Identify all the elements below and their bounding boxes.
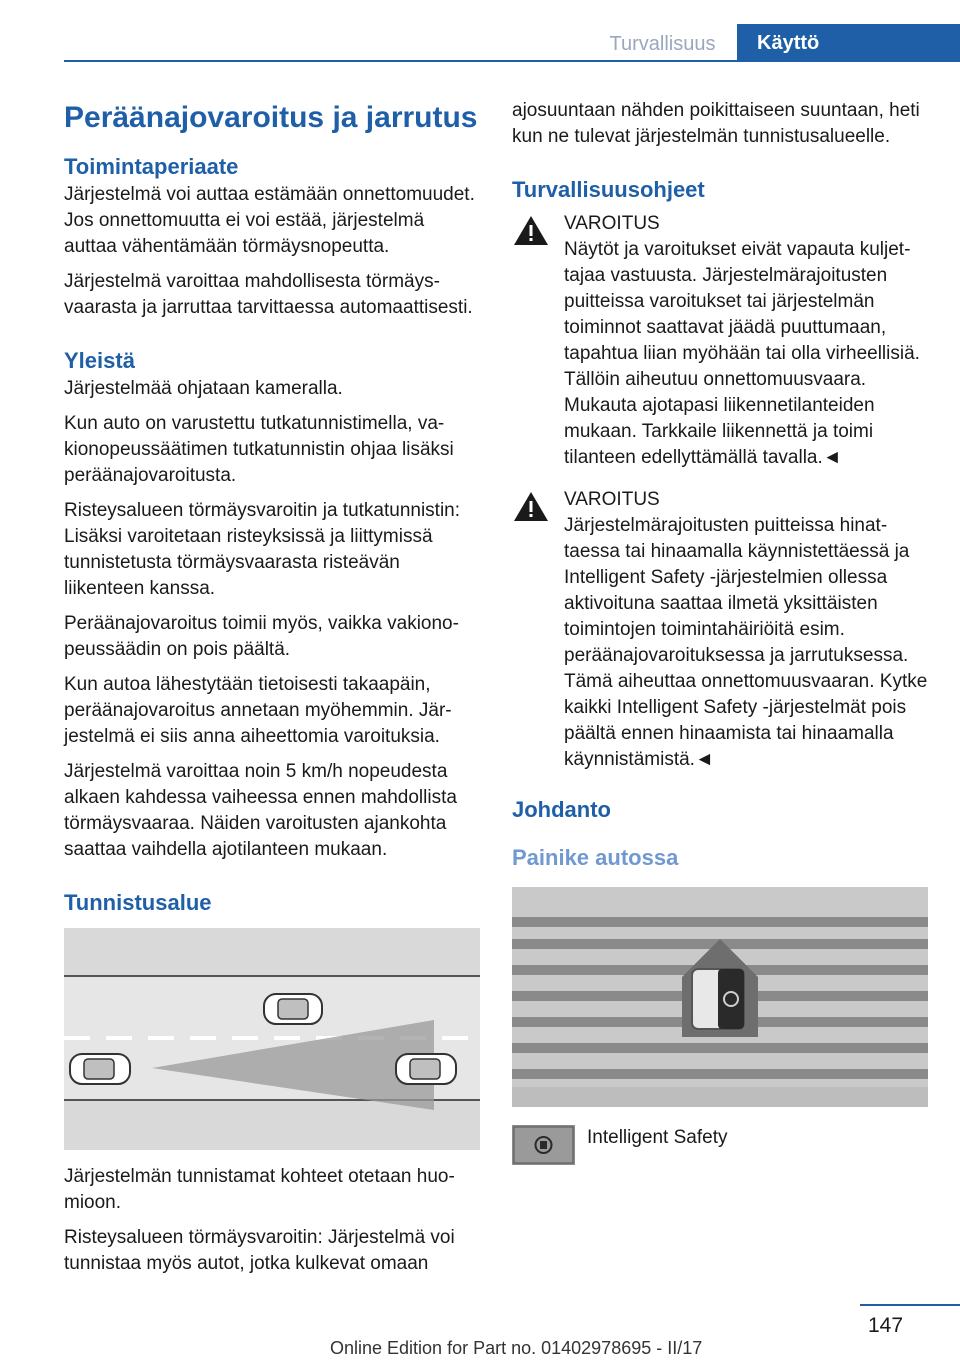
heading-turvallisuusohjeet: Turvallisuusohjeet bbox=[512, 177, 705, 202]
button-location-photo bbox=[512, 887, 928, 1107]
warning-label: VAROITUS bbox=[564, 213, 660, 234]
page-number: 147 bbox=[868, 1314, 904, 1337]
paragraph: Kun auto on varustettu tutkatunnistimella, vakionopeussäätimen tutkatunnistin ohjaa lisäksi peräänajovaroitusta. bbox=[64, 413, 454, 486]
warning-triangle-icon bbox=[512, 213, 550, 247]
paragraph: Järjestelmä voi auttaa estämään onnettomuudet. Jos onnettomuutta ei voi estää, järjestelmä auttaa vähentämään törmäysnopeutta. bbox=[64, 184, 475, 257]
heading-tunnistusalue: Tunnistusalue bbox=[64, 890, 212, 915]
header-section-tab[interactable]: Turvallisuus bbox=[609, 33, 716, 55]
paragraph: Järjestelmän tunnistamat kohteet otetaan huomioon. bbox=[64, 1166, 455, 1213]
paragraph: Järjestelmä varoittaa noin 5 km/h nopeudesta alkaen kahdessa vaiheessa ennen mahdollista törmäysvaaraa. Näiden varoitusten ajankohta saattaa vaihdella ajotilanteen mukaan. bbox=[64, 761, 457, 860]
detection-area-illustration bbox=[64, 928, 480, 1150]
warning-block bbox=[512, 211, 928, 471]
heading-toimintaperiaate: Toimintaperiaate bbox=[64, 154, 239, 179]
button-label: Intelligent Safety bbox=[587, 1127, 728, 1148]
page-number-rule bbox=[860, 1304, 960, 1306]
intelligent-safety-button-icon bbox=[512, 1125, 575, 1165]
header-rule bbox=[64, 60, 960, 62]
right-column bbox=[512, 98, 928, 1165]
button-legend bbox=[512, 1125, 928, 1165]
paragraph: Peräänajovaroitus toimii myös, vaikka vakionopeussäädin on pois päältä. bbox=[64, 613, 459, 660]
car-own bbox=[70, 1054, 130, 1084]
heading-johdanto: Johdanto bbox=[512, 797, 611, 822]
warning-block bbox=[512, 487, 928, 773]
paragraph: Kun autoa lähestytään tietoisesti takaapäin, peräänajovaroitus annetaan myöhemmin. Järjestelmä ei siis anna aiheettomia varoituksia. bbox=[64, 674, 452, 747]
paragraph: Risteysalueen törmäysvaroitin ja tutkatunnistin: Lisäksi varoitetaan risteyksissä ja liittymissä tunnistetusta törmäysvaarasta risteävän liikenteen kanssa. bbox=[64, 500, 461, 599]
paragraph: ajosuuntaan nähden poikittaiseen suuntaan, heti kun ne tulevat järjestelmän tunnistusalueelle. bbox=[512, 100, 920, 147]
heading-yleista: Yleistä bbox=[64, 348, 135, 373]
car-top bbox=[264, 994, 322, 1024]
page-title: Peräänajovaroitus ja jarrutus bbox=[64, 101, 478, 134]
paragraph: Järjestelmää ohjataan kameralla. bbox=[64, 378, 343, 399]
heading-painike-autossa: Painike autossa bbox=[512, 845, 679, 870]
paragraph: Risteysalueen törmäysvaroitin: Järjestelmä voi tunnistaa myös autot, jotka kulkevat omaan bbox=[64, 1227, 455, 1274]
warning-text: Näytöt ja varoitukset eivät vapauta kuljettajaa vastuusta. Järjestelmärajoitusten puitteissa varoitukset tai järjestelmän toiminnot saattavat jäädä puuttumaan, tapahtua liian myöhään tai olla virheellisiä. Tällöin aiheutuu onnettomuusvaara. Mukauta ajotapasi liikennetilanteiden mukaan. Tarkkaile liikennettä ja toimi tilanteen edellyttämällä tavalla.◄ bbox=[564, 239, 920, 468]
header-chapter-tab[interactable]: Käyttö bbox=[737, 24, 960, 61]
paragraph: Järjestelmä varoittaa mahdollisesta törmäysvaarasta ja jarruttaa tarvittaessa automaattisesti. bbox=[64, 271, 473, 318]
car-ahead bbox=[396, 1054, 456, 1084]
warning-text: Järjestelmärajoitusten puitteissa hinattaessa tai hinaamalla käynnistettäessä ja Intelligent Safety -järjestelmien ollessa aktivoituna saattaa ilmetä yksittäisten toimintojen toimintahäiriöitä esim. peräänajovaroituksessa ja jarrutuksessa. Tämä aiheuttaa onnettomuusvaaran. Kytke kaikki Intelligent Safety -järjestelmät pois päältä ennen hinaamista tai hinaamalla käynnistämistä.◄ bbox=[564, 515, 928, 770]
footer-edition: Online Edition for Part no. 01402978695 - II/17 bbox=[330, 1338, 703, 1358]
warning-label: VAROITUS bbox=[564, 489, 660, 510]
left-column bbox=[64, 98, 480, 1286]
warning-triangle-icon bbox=[512, 489, 550, 523]
